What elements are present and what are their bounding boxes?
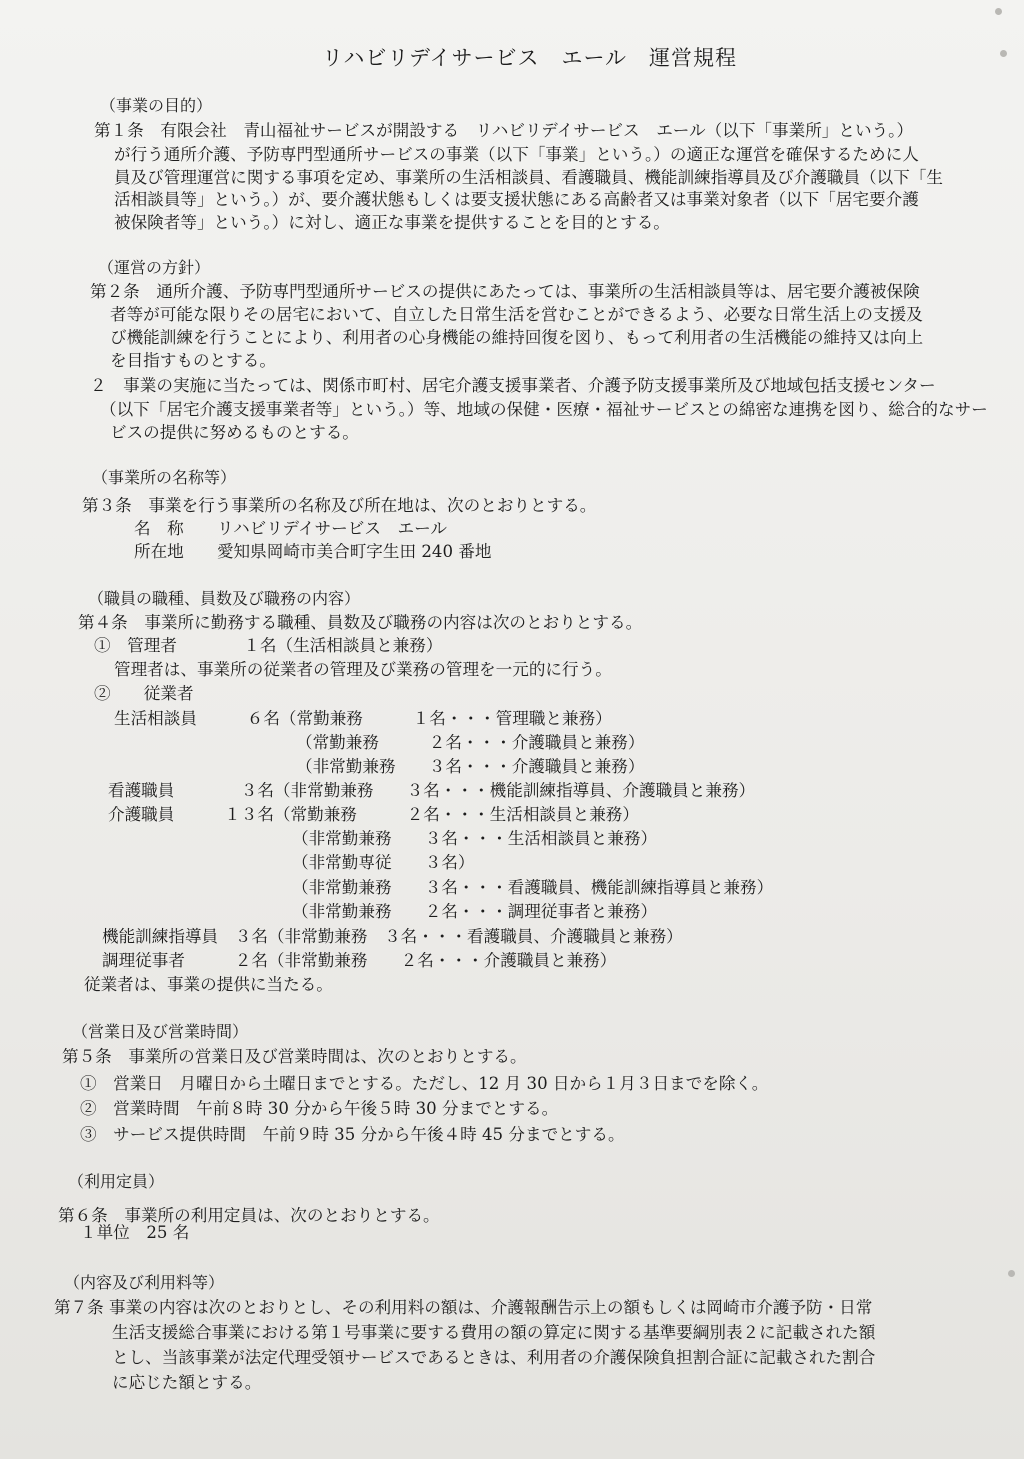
article-line: ビスの提供に努めるものとする。 [110,423,359,442]
staff-line: 管理者は、事業所の従業者の管理及び業務の管理を一元的に行う。 [114,660,612,679]
article-line: を目指すものとする。 [110,351,276,370]
hours-line: ① 営業日 月曜日から土曜日までとする。ただし、12 月 30 日から１月３日までを除く。 [80,1074,769,1093]
hours-line: ③ サービス提供時間 午前９時 35 分から午後４時 45 分までとする。 [80,1125,625,1144]
staff-line: 生活相談員 ６名（常勤兼務 １名・・・管理職と兼務） [114,709,612,728]
section-heading: （営業日及び営業時間） [72,1022,249,1041]
staff-line: ② 従業者 [94,684,194,703]
article-line: 被保険者等」という。）に対し、適正な事業を提供することを目的とする。 [114,213,670,232]
article-line: 第２条 通所介護、予防専門型通所サービスの提供にあたっては、事業所の生活相談員等は、居宅要介護被保険 [90,282,920,301]
staff-line: 従業者は、事業の提供に当たる。 [84,975,333,994]
staff-line: （非常勤兼務 ３名・・・看護職員、機能訓練指導員と兼務） [292,878,774,897]
article-line: 活相談員等」という。）が、要介護状態もしくは要支援状態にある高齢者又は事業対象者（以下「居宅要介護 [114,190,919,209]
facility-address: 所在地 愛知県岡崎市美合町字生田 240 番地 [134,542,492,561]
staff-line: 機能訓練指導員 ３名（非常勤兼務 ３名・・・看護職員、介護職員と兼務） [102,927,683,946]
section-heading: （事業の目的） [100,96,213,115]
section-heading: （職員の職種、員数及び職務の内容） [88,589,361,608]
staff-line: （非常勤兼務 ２名・・・調理従事者と兼務） [292,902,658,921]
capacity-line: １単位 25 名 [80,1223,190,1242]
staff-line: （非常勤兼務 ３名・・・生活相談員と兼務） [292,829,658,848]
article-line: 第７条 事業の内容は次のとおりとし、その利用料の額は、介護報酬告示上の額もしくは岡崎市介護予防・日常 [54,1298,873,1317]
article-line: 者等が可能な限りその居宅において、自立した日常生活を営むことができるよう、必要な日常生活上の支援及 [110,305,923,324]
section-heading: （事業所の名称等） [92,468,237,487]
article-line: に応じた額とする。 [112,1373,262,1392]
article-line: ２ 事業の実施に当たっては、関係市町村、居宅介護支援事業者、介護予防支援事業所及び地域包括支援センター [90,376,936,395]
staff-line: （非常勤専従 ３名） [292,853,475,872]
article-line: 第６条 事業所の利用定員は、次のとおりとする。 [58,1206,440,1225]
staff-line: 看護職員 ３名（非常勤兼務 ３名・・・機能訓練指導員、介護職員と兼務） [108,781,756,800]
punch-hole [1008,1270,1015,1277]
staff-line: （非常勤兼務 ３名・・・介護職員と兼務） [296,757,645,776]
staff-line: ① 管理者 １名（生活相談員と兼務） [94,636,443,655]
article-line: 第４条 事業所に勤務する職種、員数及び職務の内容は次のとおりとする。 [78,613,643,632]
article-line: 第５条 事業所の営業日及び営業時間は、次のとおりとする。 [62,1047,527,1066]
hours-line: ② 営業時間 午前８時 30 分から午後５時 30 分までとする。 [80,1099,559,1118]
punch-hole [995,8,1002,15]
staff-line: 介護職員 １３名（常勤兼務 ２名・・・生活相談員と兼務） [108,805,639,824]
article-line: び機能訓練を行うことにより、利用者の心身機能の維持回復を図り、もって利用者の生活機能の維持又は向上 [110,328,924,347]
article-line: 第１条 有限会社 青山福祉サービスが開設する リハビリデイサービス エール（以下「事業所」という。） [94,121,914,140]
staff-line: 調理従事者 ２名（非常勤兼務 ２名・・・介護職員と兼務） [102,951,617,970]
article-line: 員及び管理運営に関する事項を定め、事業所の生活相談員、看護職員、機能訓練指導員及び介護職員（以下「生 [114,168,944,187]
section-heading: （運営の方針） [98,258,211,277]
article-line: （以下「居宅介護支援事業者等」という。）等、地域の保健・医療・福祉サービスとの綿密な連携を図り、総合的なサー [100,400,988,419]
article-line: 第３条 事業を行う事業所の名称及び所在地は、次のとおりとする。 [82,496,597,515]
document-title: リハビリデイサービス エール 運営規程 [322,46,738,70]
section-heading: （利用定員） [68,1172,165,1191]
section-heading: （内容及び利用料等） [64,1273,225,1292]
facility-name: 名 称 リハビリデイサービス エール [134,519,447,538]
staff-line: （常勤兼務 ２名・・・介護職員と兼務） [296,733,645,752]
article-line: とし、当該事業が法定代理受領サービスであるときは、利用者の介護保険負担割合証に記載された割合 [112,1348,876,1367]
article-line: が行う通所介護、予防専門型通所サービスの事業（以下「事業」という。）の適正な運営を確保するために人 [114,145,919,164]
punch-hole [1000,50,1007,57]
article-line: 生活支援総合事業における第１号事業に要する費用の額の算定に関する基準要綱別表２に記載された額 [112,1323,876,1342]
